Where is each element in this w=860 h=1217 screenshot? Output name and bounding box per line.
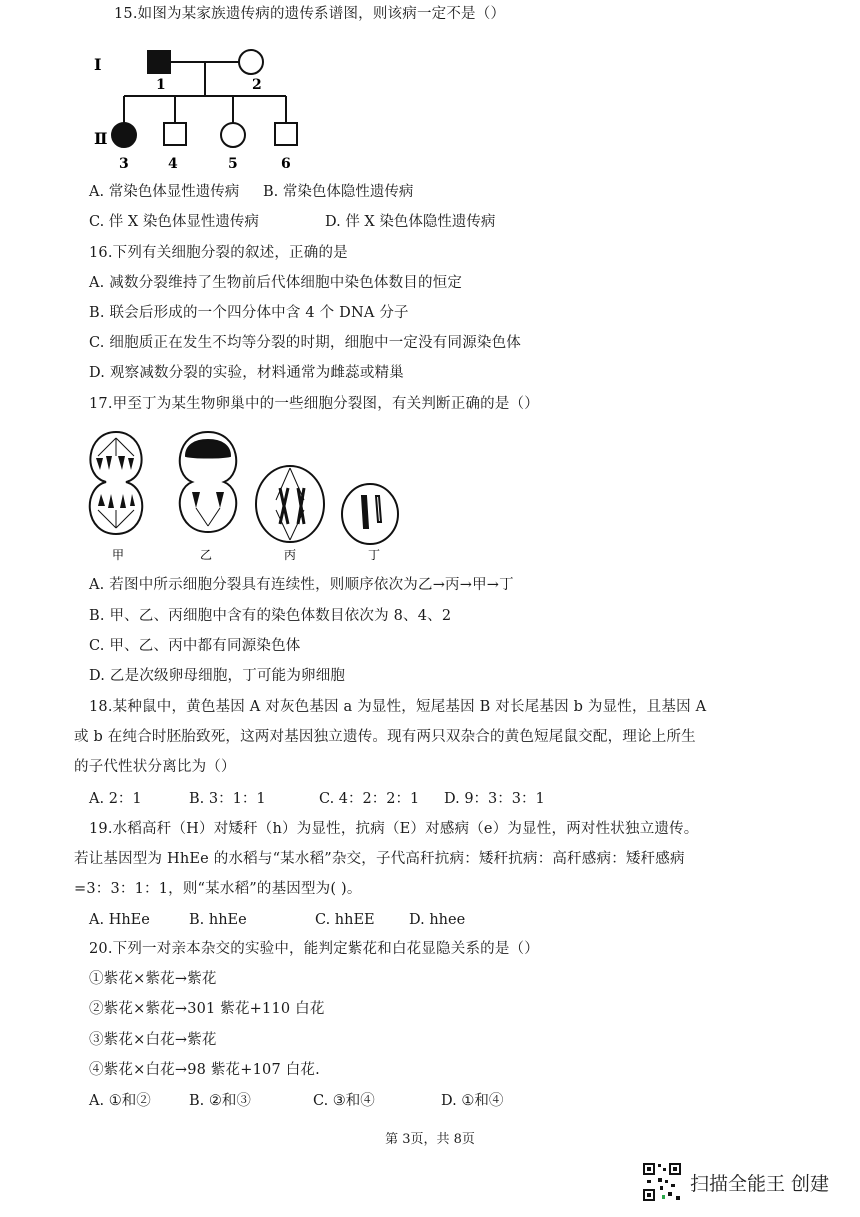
qr-code-icon	[642, 1162, 682, 1202]
male-4	[164, 123, 186, 145]
q19-options	[89, 910, 769, 930]
q20-item1: ①紫花×紫花→紫花	[89, 971, 217, 987]
pedigree-diagram	[86, 40, 326, 175]
q19-option-d: D. hhee	[409, 912, 466, 928]
q18-line3: 的子代性状分离比为（）	[74, 759, 236, 775]
q15-options-row2	[89, 212, 789, 232]
female-2	[239, 50, 263, 74]
q18-option-a: A. 2：1	[89, 791, 142, 807]
q18-option-c: C. 4：2：2：1	[319, 791, 420, 807]
q19-option-b: B. hhEe	[189, 912, 247, 928]
q19-option-a: A. HhEe	[89, 912, 150, 928]
q16-option-a: A. 减数分裂维持了生物前后代体细胞中染色体数目的恒定	[89, 275, 463, 291]
q19-option-c: C. hhEE	[315, 912, 375, 928]
cell-label-bing: 丙	[284, 548, 297, 562]
q17-option-b: B. 甲、乙、丙细胞中含有的染色体数目依次为 8、4、2	[89, 608, 452, 624]
member-6-label: 6	[281, 156, 291, 172]
q16-option-d: D. 观察减数分裂的实验，材料通常为雌蕊或精巢	[89, 365, 404, 381]
page-footer: 第 3页，共 8页	[385, 1132, 475, 1147]
q20-stem: 20.下列一对亲本杂交的实验中，能判定紫花和白花显隐关系的是（）	[89, 941, 539, 957]
q15-option-c: C. 伴 X 染色体显性遗传病	[89, 214, 259, 230]
q17-option-a: A. 若图中所示细胞分裂具有连续性，则顺序依次为乙→丙→甲→丁	[89, 577, 514, 593]
q15-option-b: B. 常染色体隐性遗传病	[263, 184, 414, 200]
cell-ding	[342, 484, 398, 544]
q20-options	[89, 1091, 769, 1111]
gen-II-label: Ⅱ	[94, 129, 108, 148]
q18-line2: 或 b 在纯合时胚胎致死，这两对基因独立遗传。现有两只双杂合的黄色短尾鼠交配，理论上所生	[74, 729, 696, 745]
watermark-text: 扫描全能王 创建	[690, 1172, 830, 1195]
member-5-label: 5	[228, 156, 238, 172]
q18-option-b: B. 3：1：1	[189, 791, 266, 807]
q15-option-a: A. 常染色体显性遗传病	[89, 184, 240, 200]
q20-option-d: D. ①和④	[441, 1093, 504, 1109]
cell-label-yi: 乙	[200, 548, 213, 562]
gen-I-label: I	[94, 55, 102, 74]
scanner-watermark	[642, 1162, 829, 1202]
q17-option-d: D. 乙是次级卵母细胞，丁可能为卵细胞	[89, 668, 346, 684]
member-3-label: 3	[119, 156, 129, 172]
q18-option-d: D. 9：3：3：1	[444, 791, 545, 807]
cell-bing	[256, 466, 324, 542]
cell-jia	[90, 432, 142, 534]
q19-line2: 若让基因型为 HhEe 的水稻与“某水稻”杂交，子代高秆抗病：矮秆抗病：高秆感病：矮秆感病	[74, 851, 685, 867]
member-4-label: 4	[168, 156, 178, 172]
male-6	[275, 123, 297, 145]
q20-option-a: A. ①和②	[89, 1093, 151, 1109]
q16-option-c: C. 细胞质正在发生不均等分裂的时期，细胞中一定没有同源染色体	[89, 335, 521, 351]
cell-label-ding: 丁	[368, 548, 381, 562]
q17-option-c: C. 甲、乙、丙中都有同源染色体	[89, 638, 301, 654]
cell-yi	[180, 432, 236, 532]
q20-option-c: C. ③和④	[313, 1093, 375, 1109]
member-2-label: 2	[252, 77, 262, 93]
q20-item4: ④紫花×白花→98 紫花+107 白花.	[89, 1062, 320, 1078]
q19-line1: 19.水稻高秆（H）对矮秆（h）为显性，抗病（E）对感病（e）为显性，两对性状独立遗传。	[89, 821, 699, 837]
q19-line3: =3：3：1：1，则“某水稻”的基因型为( )。	[74, 881, 362, 897]
q15-stem: 15.如图为某家族遗传病的遗传系谱图，则该病一定不是（）	[114, 6, 506, 22]
q16-stem: 16.下列有关细胞分裂的叙述，正确的是	[89, 245, 348, 261]
affected-male-1	[148, 51, 170, 73]
q17-stem: 17.甲至丁为某生物卵巢中的一些细胞分裂图，有关判断正确的是（）	[89, 396, 539, 412]
q16-option-b: B. 联会后形成的一个四分体中含 4 个 DNA 分子	[89, 305, 409, 321]
q15-options-row1	[89, 182, 789, 202]
q18-options	[89, 789, 769, 809]
q18-line1: 18.某种鼠中，黄色基因 A 对灰色基因 a 为显性，短尾基因 B 对长尾基因 b 为显性，且基因 A	[89, 699, 707, 715]
q20-item3: ③紫花×白花→紫花	[89, 1032, 217, 1048]
affected-female-3	[112, 123, 136, 147]
q20-option-b: B. ②和③	[189, 1093, 251, 1109]
member-1-label: 1	[156, 77, 166, 93]
q15-option-d: D. 伴 X 染色体隐性遗传病	[325, 214, 496, 230]
cell-division-diagram	[76, 428, 416, 566]
female-5	[221, 123, 245, 147]
cell-label-jia: 甲	[112, 548, 125, 562]
q20-item2: ②紫花×紫花→301 紫花+110 白花	[89, 1001, 325, 1017]
